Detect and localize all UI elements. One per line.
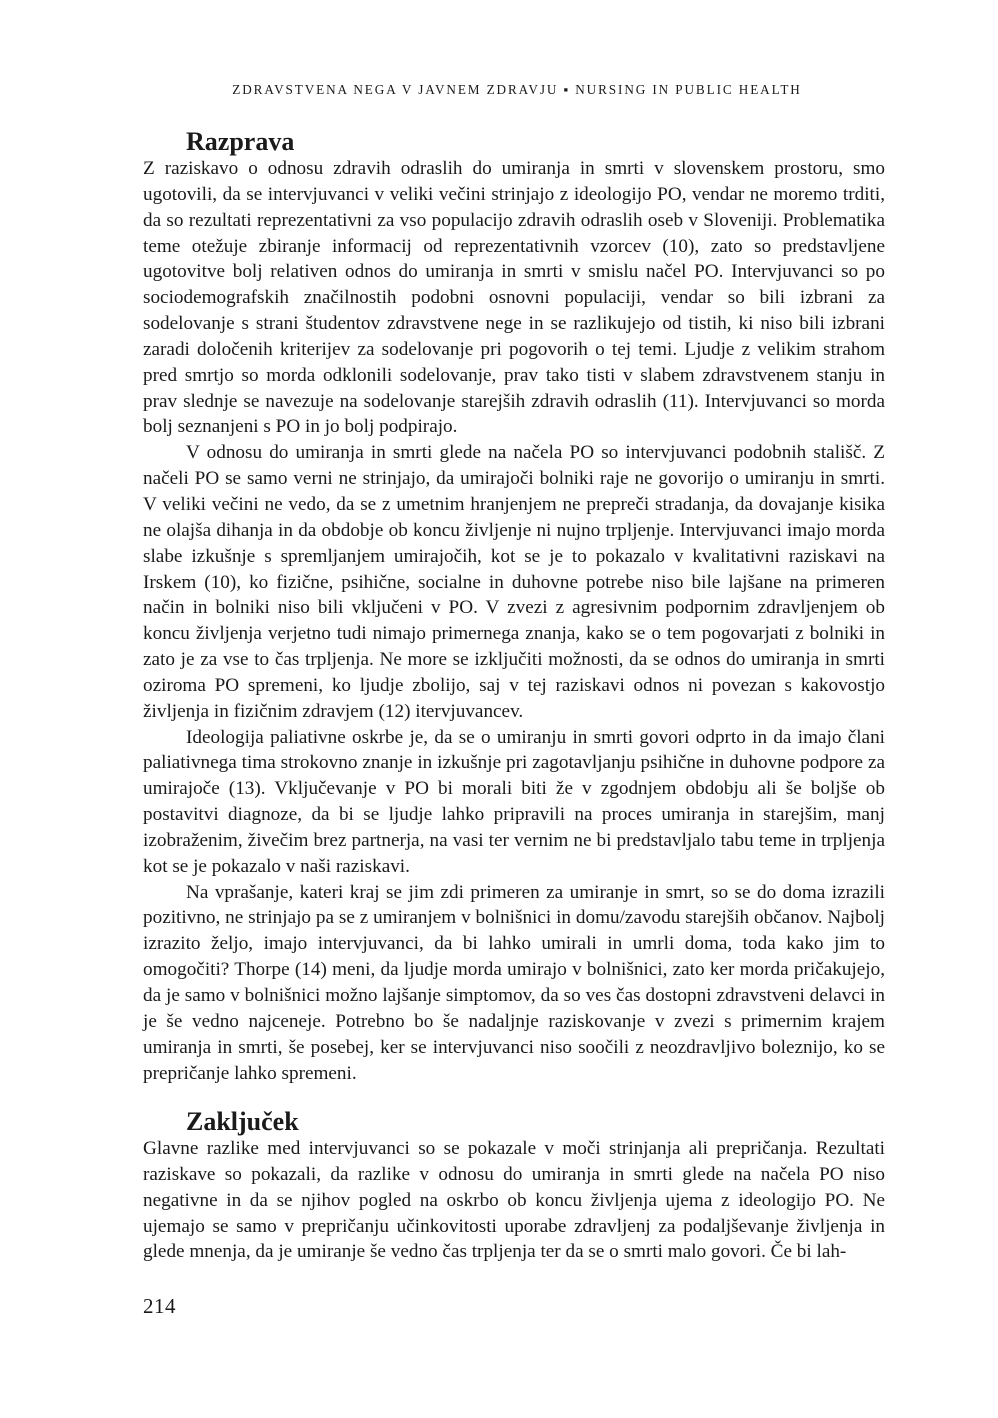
section-razprava [143,128,885,1086]
section-zakljucek [143,1108,885,1265]
paragraph: Glavne razlike med intervjuvanci so se pokazale v moči strinjanja ali prepričanja. Rezultati raziskave so pokazali, da razlike v odnosu do umiranja in smrti glede na načela PO niso negativne in da se njihov pogled na oskrbo ob koncu življenja ujema z ideologijo PO. Ne ujemajo se samo v prepričanju učinkovitosti uporabe zdravljenj za podaljševanje življenja in glede mnenja, da je umiranje še vedno čas trpljenja ter da se o smrti malo govori. Če bi lah- [143,1138,885,1263]
section-heading-razprava: Razprava [186,127,295,156]
paragraph: Z raziskavo o odnosu zdravih odraslih do umiranja in smrti v slovenskem prostoru, smo ugotovili, da se intervjuvanci v veliki večini strinjajo z ideologijo PO, vendar ne moremo trditi, da so rezultati reprezentativni za vso populacijo zdravih odraslih oseb v Sloveniji. Problematika teme otežuje zbiranje informacij od reprezentativnih vzorcev (10), zato so predstavljene ugotovitve bolj relativen odnos do umiranja in smrti v smislu načel PO. Intervjuvanci so po sociodemografskih značilnostih podobni osnovni populaciji, vendar so bili izbrani za sodelovanje s strani študentov zdravstvene nege in se razlikujejo od tistih, ki niso bili izbrani zaradi določenih kriterijev za sodelovanje pri pogovorih o tej temi. Ljudje z velikim strahom pred smrtjo so morda odklonili sodelovanje, prav tako tisti v slabem zdravstvenem stanju in prav slednje se navezuje na sodelovanje starejših zdravih odraslih (11). Intervjuvanci so morda bolj seznanjeni s PO in jo bolj podpirajo. [143,158,885,438]
page-number: 214 [143,1294,176,1318]
paragraph: Na vprašanje, kateri kraj se jim zdi primeren za umiranje in smrt, so se do doma izrazili pozitivno, ne strinjajo pa se z umiranjem v bolnišnici in domu/zavodu starejših občanov. Najbolj izrazito željo, imajo intervjuvanci, da bi lahko umirali in umrli doma, toda kako jim to omogočiti? Thorpe (14) meni, da ljudje morda umirajo v bolnišnici, zato ker morda pričakujejo, da je samo v bolnišnici možno lajšanje simptomov, da so ves čas dostopni zdravstveni delavci in je še vedno najceneje. Potrebno bo še nadaljnje raziskovanje v zvezi s primernim krajem umiranja in smrti, še posebej, ker se intervjuvanci niso soočili z neozdravljivo boleznijo, ko se prepričanje lahko spremeni. [143,881,885,1084]
running-head: ZDRAVSTVENA NEGA V JAVNEM ZDRAVJU ▪ NURSING IN PUBLIC HEALTH [232,82,802,97]
paragraph: V odnosu do umiranja in smrti glede na načela PO so intervjuvanci podobnih stališč. Z načeli PO se samo verni ne strinjajo, da umirajoči bolniki raje ne govorijo o umiranju in smrti. V veliki večini ne vedo, da se z umetnim hranjenjem ne prepreči stradanja, da dovajanje kisika ne olajša dihanja in da obdobje ob koncu življenje ni nujno trpljenje. Intervjuvanci imajo morda slabe izkušnje s spremljanjem umirajočih, kot se je to pokazalo v kvalitativni raziskavi na Irskem (10), ko fizične, psihične, socialne in duhovne potrebe niso bile lajšane na primeren način in bolniki niso bili vključeni v PO. V zvezi z agresivnim podpornim zdravljenjem ob koncu življenja verjetno tudi nimajo primernega znanja, kako se o tem pogovarjati z bolniki in zato je za vse to čas trpljenja. Ne more se izključiti možnosti, da se odnos do umiranja in smrti oziroma PO spremeni, ko ljudje zbolijo, saj v tej raziskavi odnos ni povezan s kakovostjo življenja in fizičnim zdravjem (12) itervjuvancev. [143,442,885,722]
section-heading-zakljucek: Zaključek [186,1107,299,1136]
paragraph: Ideologija paliativne oskrbe je, da se o umiranju in smrti govori odprto in da imajo člani paliativnega tima strokovno znanje in izkušnje pri zagotavljanju psihične in duhovne podpore za umirajoče (13). Vključevanje v PO bi morali biti že v zgodnjem obdobju ali še boljše ob postavitvi diagnoze, da bi se ljudje lahko pripravili na proces umiranja in starejšim, manj izobraženim, živečim brez partnerja, na vasi ter vernim ne bi predstavljalo tabu teme in trpljenja kot se je pokazalo v naši raziskavi. [143,726,885,877]
